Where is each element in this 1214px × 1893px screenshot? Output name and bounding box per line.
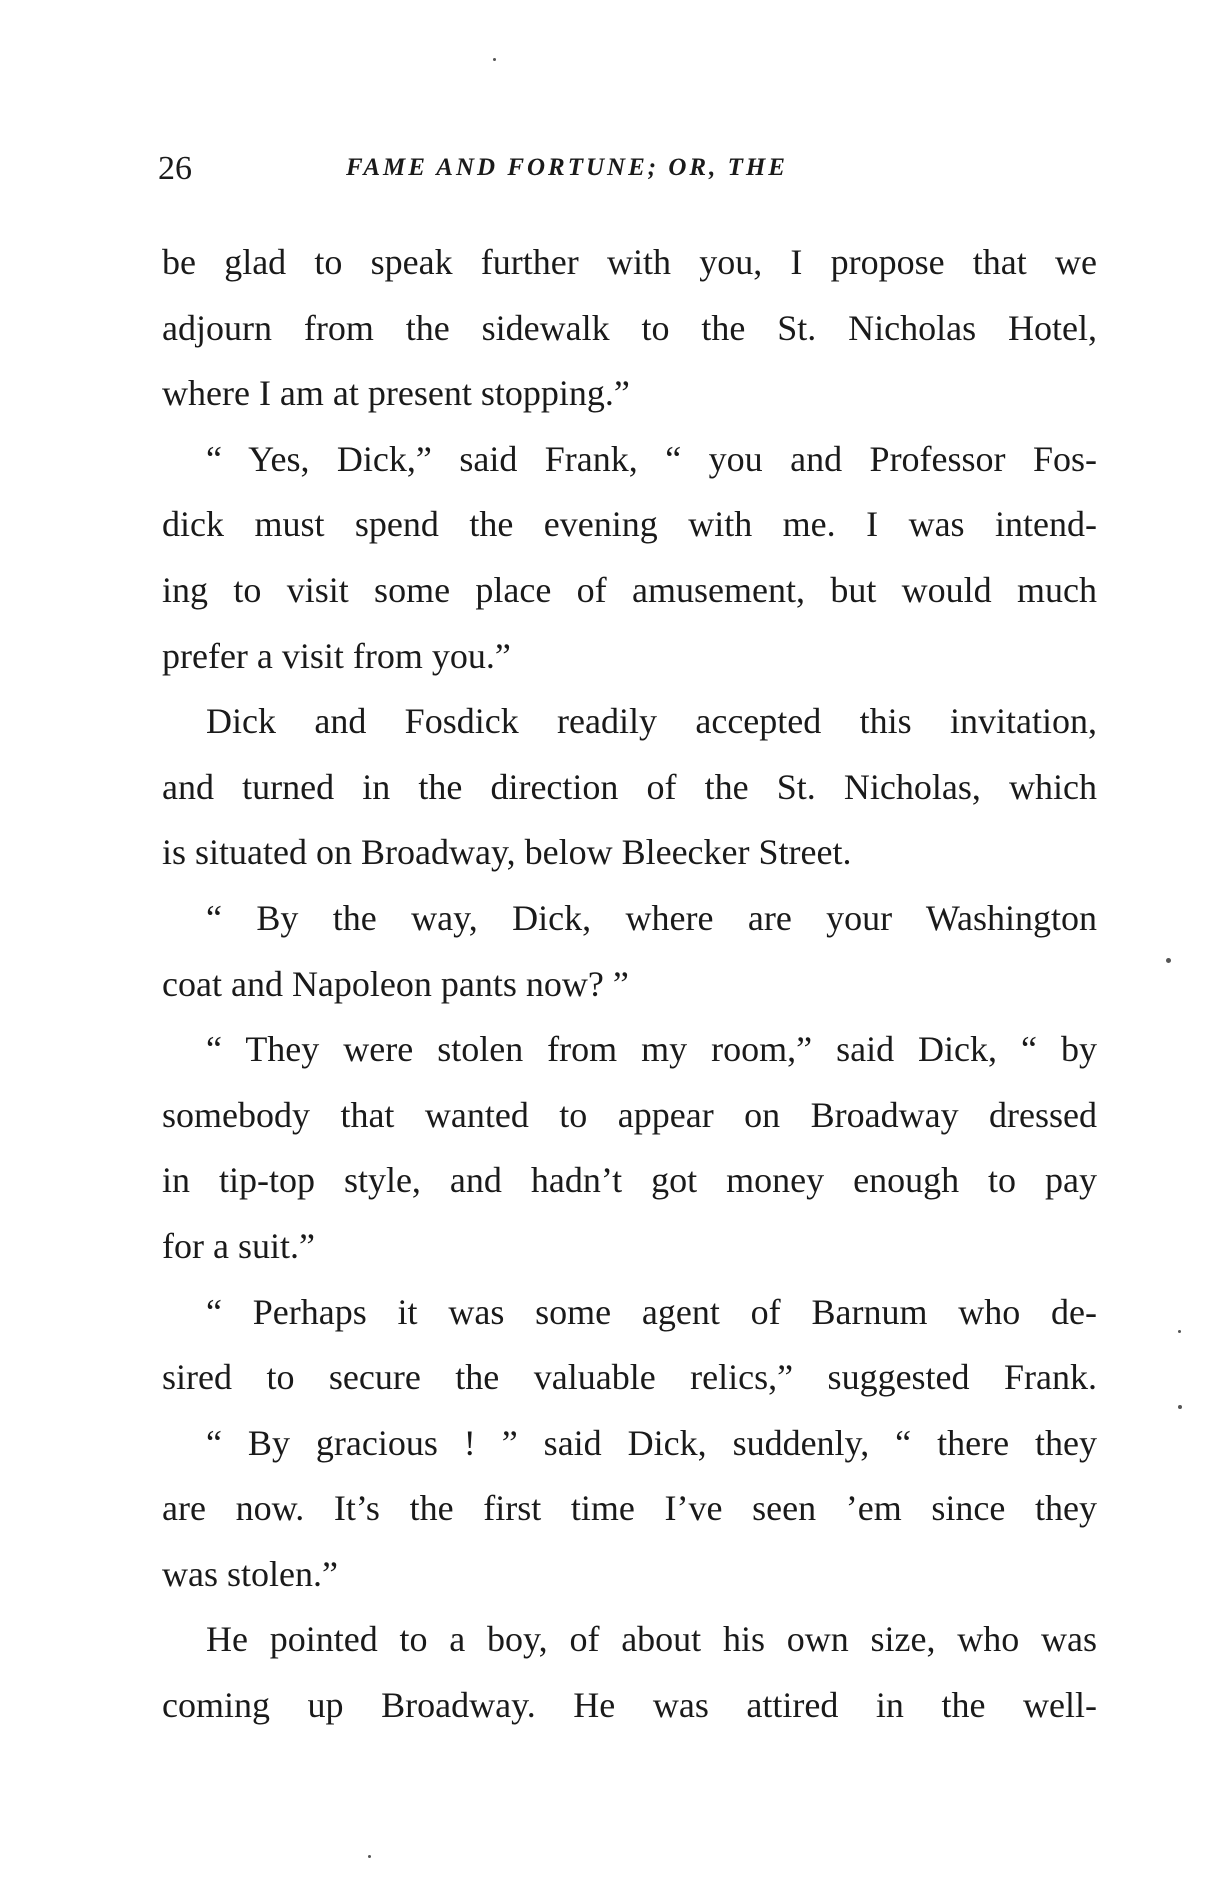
text-line: He pointed to a boy, of about his own size, who was — [206, 1619, 1097, 1660]
running-head: FAME AND FORTUNE; OR, THE — [346, 154, 788, 181]
text-line: ing to visit some place of amusement, but would much — [162, 569, 1097, 610]
text-line: are now. It’s the first time I’ve seen ’em since they — [162, 1488, 1097, 1529]
text-line: dick must spend the evening with me. I was intend- — [162, 504, 1097, 545]
scan-speck — [1166, 958, 1171, 963]
scan-speck — [368, 1855, 371, 1858]
text-line: for a suit.” — [162, 1225, 315, 1266]
scan-speck — [493, 58, 496, 61]
text-line: in tip-top style, and hadn’t got money enough to pay — [162, 1160, 1097, 1201]
text-line: where I am at present stopping.” — [162, 373, 630, 414]
text-line: “ By gracious ! ” said Dick, suddenly, “ there they — [206, 1422, 1097, 1463]
text-line: “ They were stolen from my room,” said Dick, “ by — [206, 1029, 1097, 1070]
text-line: “ Yes, Dick,” said Frank, “ you and Professor Fos- — [206, 438, 1097, 479]
text-line: and turned in the direction of the St. Nicholas, which — [162, 766, 1097, 807]
text-line: Dick and Fosdick readily accepted this invitation, — [206, 701, 1097, 742]
text-line: prefer a visit from you.” — [162, 635, 511, 676]
text-line: sired to secure the valuable relics,” suggested Frank. — [162, 1357, 1097, 1398]
text-line: somebody that wanted to appear on Broadway dressed — [162, 1094, 1097, 1135]
text-line: coming up Broadway. He was attired in the well- — [162, 1685, 1097, 1726]
text-line: was stolen.” — [162, 1553, 338, 1594]
text-line: be glad to speak further with you, I propose that we — [162, 242, 1097, 282]
text-line: coat and Napoleon pants now? ” — [162, 963, 629, 1004]
scan-speck — [1178, 1330, 1181, 1333]
text-line: “ Perhaps it was some agent of Barnum who de- — [206, 1291, 1097, 1332]
page-number: 26 — [158, 150, 192, 187]
text-line: is situated on Broadway, below Bleecker Street. — [162, 832, 852, 873]
scan-speck — [1178, 1405, 1182, 1409]
text-line: “ By the way, Dick, where are your Washington — [206, 897, 1097, 938]
text-line: adjourn from the sidewalk to the St. Nicholas Hotel, — [162, 307, 1097, 348]
page-header — [158, 150, 1098, 194]
body-text — [162, 230, 1097, 1739]
